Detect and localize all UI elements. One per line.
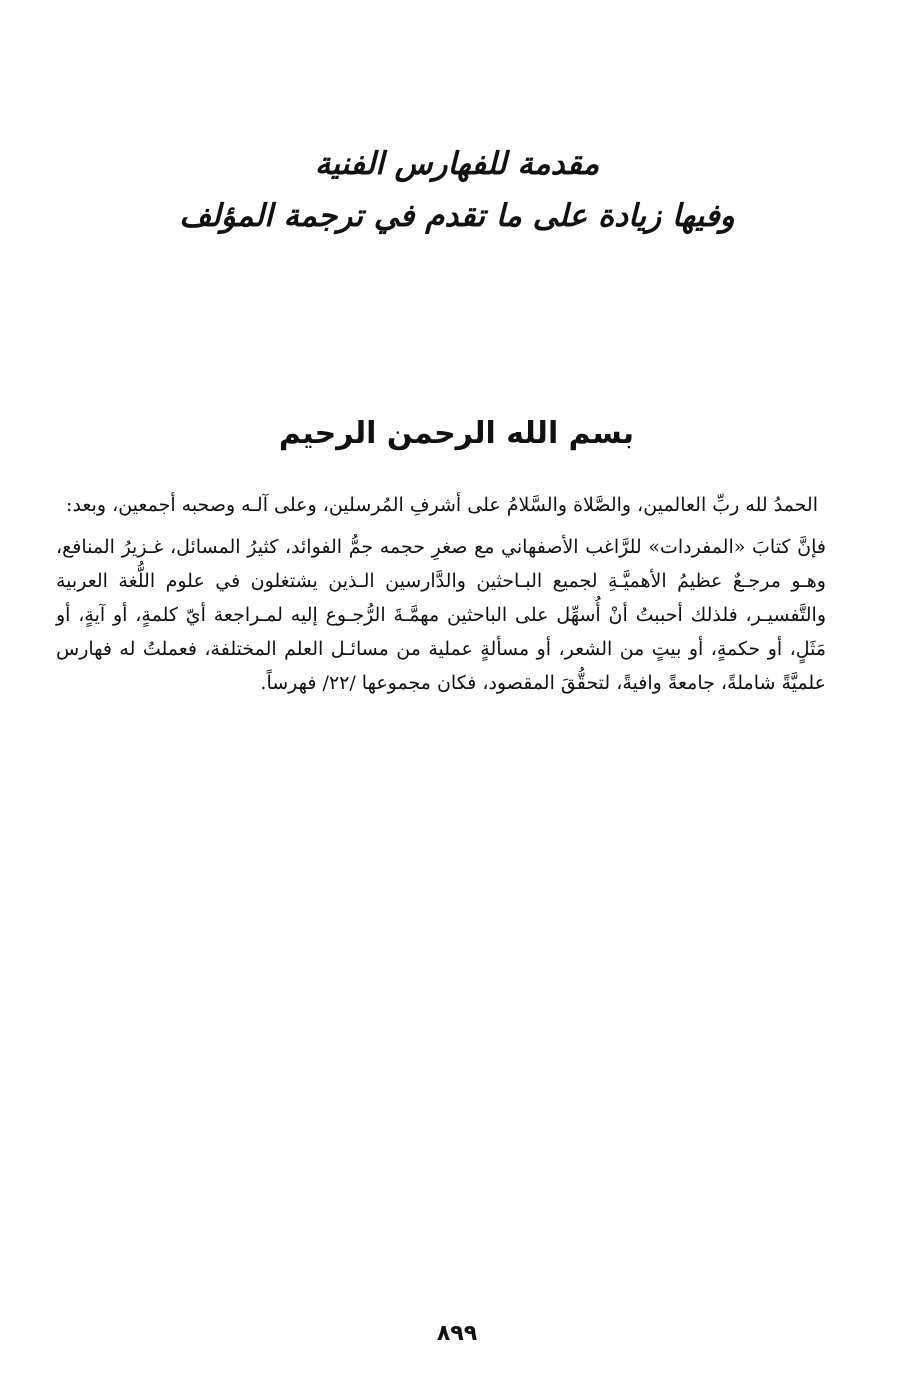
heading-line-2: وفيها زيادة على ما تقدم في ترجمة المؤلف [179,198,735,234]
paragraph-main: فإنَّ كتابَ «المفردات» للرَّاغب الأصفهاني مع صغرِ حجمه جمُّ الفوائد، كثيرُ المسائل، غـزيرُ المنافع، وهـو مرجـعٌ عظيمُ الأهميَّـةِ لجميع البـاحثين والدَّارسين الـذين يشتغلون في علوم اللُّغة العربية والتَّفسيـر، فلذلك أحببتُ أنْ أُسهِّل على الباحثين مهمَّـةَ الرُّجـوع إليه لمـراجعة أيّ كلمةٍ، أو آيةٍ، أو مَثَلٍ، أو حكمةٍ، أو بيتٍ من الشعر، أو مسألةٍ عملية من مسائـل العلم المختلفة، فعملتُ له فهارس علميَّةً شاملةً، جامعةً وافيةً، لتحقُّقَ المقصود، فكان مجموعها /٢٢/ فهرساً. [56,536,826,694]
paragraph-opening: الحمدُ لله ربِّ العالمين، والصَّلاة والسَّلامُ على أشرفِ المُرسلين، وعلى آلـه وصحبه أجمعين، وبعد: [66,494,818,516]
heading-line-1: مقدمة للفهارس الفنية [314,146,600,182]
basmala-calligraphy: بسم الله الرحمن الرحيم [278,416,634,451]
section-heading [150,138,764,242]
body-text [56,488,826,700]
page-number: ٨٩٩ [436,1321,478,1346]
